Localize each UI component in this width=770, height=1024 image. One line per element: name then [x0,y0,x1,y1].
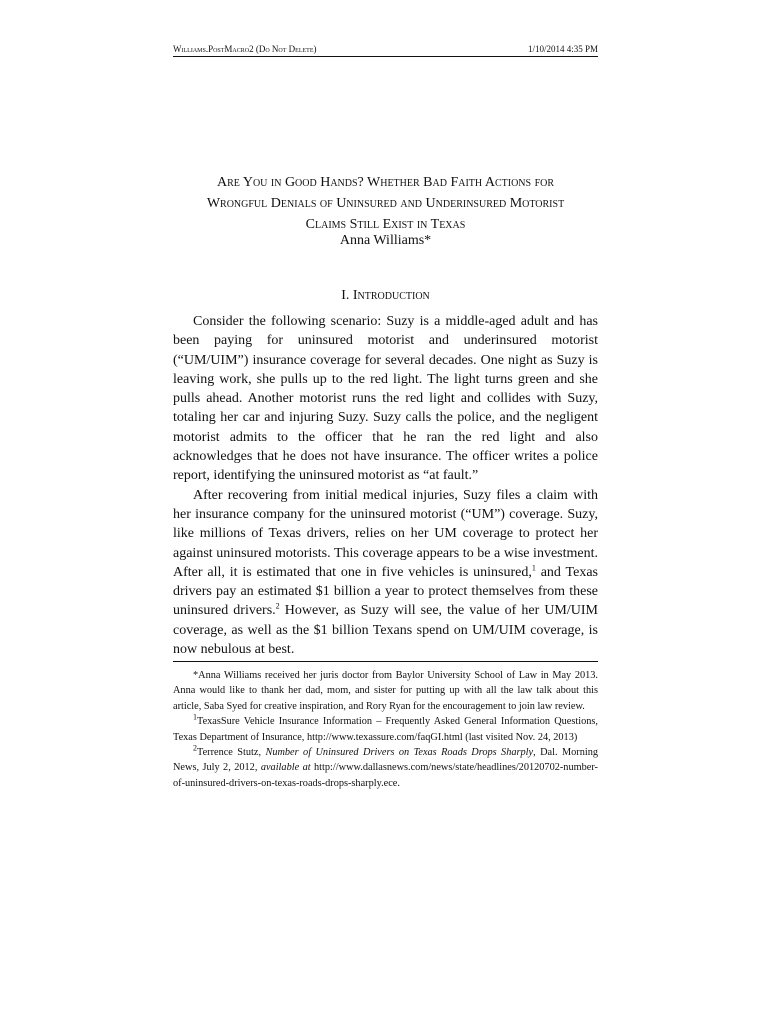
section-heading: I. Introduction [341,288,430,303]
header-rule [173,56,598,57]
footnote-1-mark: 1 [193,712,197,722]
author-name: Anna Williams* [339,233,432,248]
footnote-1 [173,714,598,745]
title-line-1: Are You in Good Hands? Whether Bad Faith Actions for [216,175,555,190]
footnote-2-mark: 2 [193,743,197,753]
footnote-rule [173,661,598,662]
title-line-3: Claims Still Exist in Texas [305,217,466,232]
footnote-ref-1[interactable]: 1 [531,563,536,573]
paragraph-2-part-3: However, as Suzy will see, the value of her UM/UIM coverage, as well as the $1 billion Texans spend on UM/UIM coverage, is now nebulous at best. [173,603,598,658]
footnote-2-title: Number of Uninsured Drivers on Texas Roads Drops Sharply [265,747,534,759]
footnote-2-mid: , Dal. Morning News, July 2, 2012, [173,747,598,774]
running-header [173,44,598,54]
footnote-2-url[interactable]: http://www.dallasnews.com/news/state/headlines/20120702-number-of-uninsured-drivers-on-texas-roads-drops-sharply.ece. [173,762,598,789]
footnote-star: *Anna Williams received her juris doctor from Baylor University School of Law in May 2013. Anna would like to thank her dad, mom, and sister for putting up with all the law talk about this article, Saba Syed for creative inspiration, and Rory Ryan for the encouragement to join law review. [173,670,598,712]
header-document-id: Williams.PostMacro2 (Do Not Delete) [173,44,317,54]
footnotes [173,668,598,791]
footnote-2-signal: available at [260,762,311,774]
paragraph-1: Consider the following scenario: Suzy is a middle-aged adult and has been paying for uninsured motorist and underinsured motorist (“UM/UIM”) insurance coverage for several decades. One night as Suzy is leaving work, she pulls up to the red light. The light turns green and she pulls ahead. Another motorist runs the red light and collides with Suzy, totaling her car and injuring Suzy. Suzy calls the police, and the negligent motorist admits to the officer that he ran the red light and also acknowledges that he does not have insurance. The officer writes a police report, identifying the uninsured motorist as “at fault.” [173,314,598,484]
paragraph-2-part-2: and Texas drivers pay an estimated $1 billion a year to protect themselves from these uninsured drivers. [173,564,598,619]
body-text [173,312,598,659]
footnote-2-author: Terrence Stutz, [197,747,266,759]
paragraph-2 [173,486,598,660]
footnote-1-text: TexasSure Vehicle Insurance Information – Frequently Asked General Information Questions, Texas Department of Insurance, http://www.texassure.com/faqGI.html (last visited Nov. 24, 2013) [173,716,598,743]
title-line-2: Wrongful Denials of Uninsured and Underinsured Motorist [206,196,565,211]
footnote-2 [173,745,598,791]
article-title [173,172,598,235]
paragraph-2-part-1: After recovering from initial medical injuries, Suzy files a claim with her insurance company for the uninsured motorist (“UM”) coverage. Suzy, like millions of Texas drivers, relies on her UM coverage to protect her against uninsured motorists. This coverage appears to be a wise investment. After all, it is estimated that one in five vehicles is uninsured, [173,487,598,580]
footnote-ref-2[interactable]: 2 [275,601,280,611]
header-timestamp: 1/10/2014 4:35 PM [527,44,598,54]
